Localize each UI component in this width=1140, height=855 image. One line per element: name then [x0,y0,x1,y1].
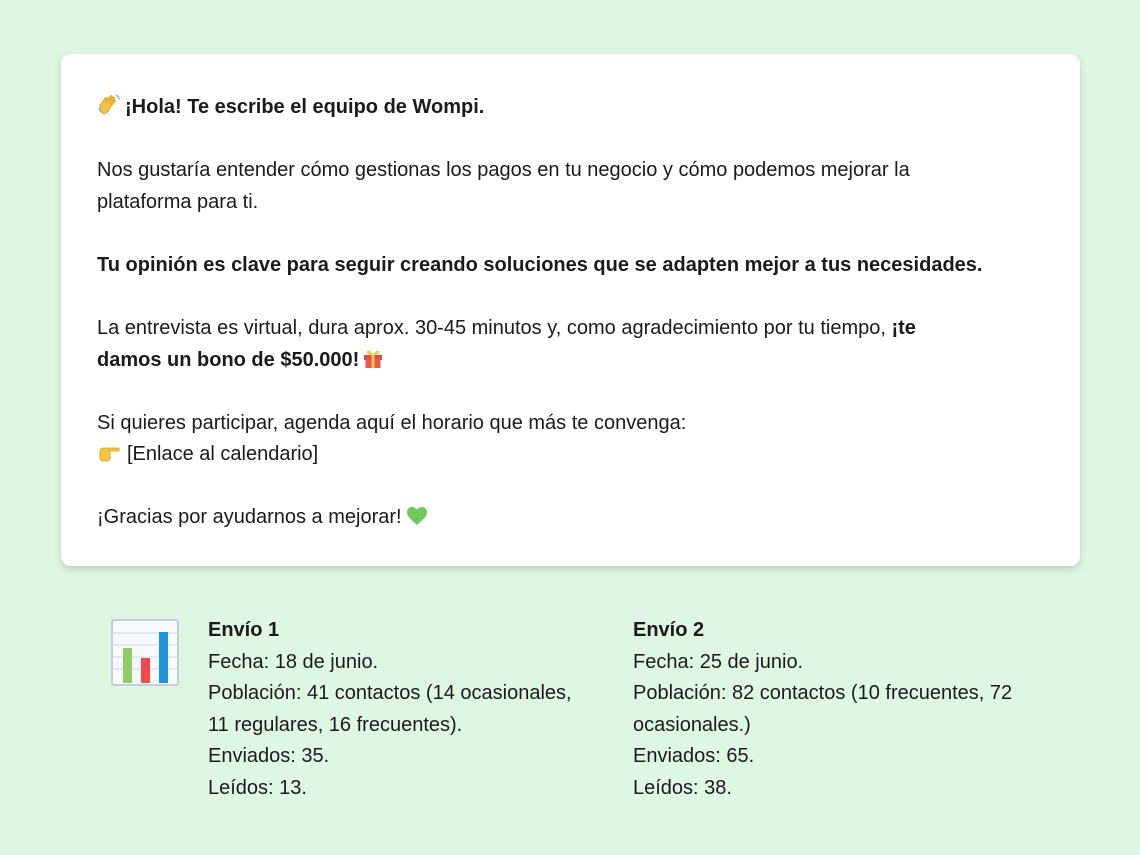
calendar-line [91,438,318,470]
pointing-hand-icon [97,441,121,461]
offer-line-2 [97,344,384,376]
gift-icon [362,347,384,369]
closing-line [97,501,428,533]
offer-text: La entrevista es virtual, dura aprox. 30-45 minutos y, como agradecimiento por tu tiempo, [97,317,892,339]
send-2-date: Fecha: 25 de junio. [633,650,804,673]
send-2-column [633,615,1012,804]
intro-line-2: plataforma para ti. [97,191,259,213]
send-1-date: Fecha: 18 de junio. [208,650,379,673]
greeting-line [97,91,484,123]
offer-bold-start: ¡te [891,317,916,339]
key-statement: Tu opinión es clave para seguir creando soluciones que se adapten mejor a tus necesidades. [97,254,983,276]
send-2-sent: Enviados: 65. [633,745,755,767]
greeting-text: ¡Hola! Te escribe el equipo de Wompi. [125,96,485,118]
closing-text: ¡Gracias por ayudarnos a mejorar! [97,506,402,528]
send-1-sent: Enviados: 35. [208,745,330,767]
send-1-column [208,615,572,804]
bar-chart-icon [111,619,179,686]
send-1-population-1: Población: 41 contactos (14 ocasionales, [208,682,572,704]
send-2-population-1: Población: 82 contactos (10 frecuentes, 72 [633,682,1013,704]
participate-line: Si quieres participar, agenda aquí el horario que más te convenga: [97,412,687,434]
send-1-population-2: 11 regulares, 16 frecuentes). [208,713,463,736]
wave-icon [97,94,121,116]
message-card [61,54,1080,566]
send-1-read: Leídos: 13. [208,776,307,799]
offer-line-1 [97,312,916,344]
calendar-link[interactable]: [Enlace al calendario] [127,443,319,465]
send-1-title: Envío 1 [208,619,280,641]
offer-bold-text: damos un bono de $50.000! [97,349,360,371]
send-2-title: Envío 2 [633,619,705,641]
green-heart-icon [406,504,428,524]
send-2-read: Leídos: 38. [633,776,732,799]
send-2-population-2: ocasionales.) [633,713,751,736]
intro-line-1: Nos gustaría entender cómo gestionas los pagos en tu negocio y cómo podemos mejorar la [97,159,910,181]
